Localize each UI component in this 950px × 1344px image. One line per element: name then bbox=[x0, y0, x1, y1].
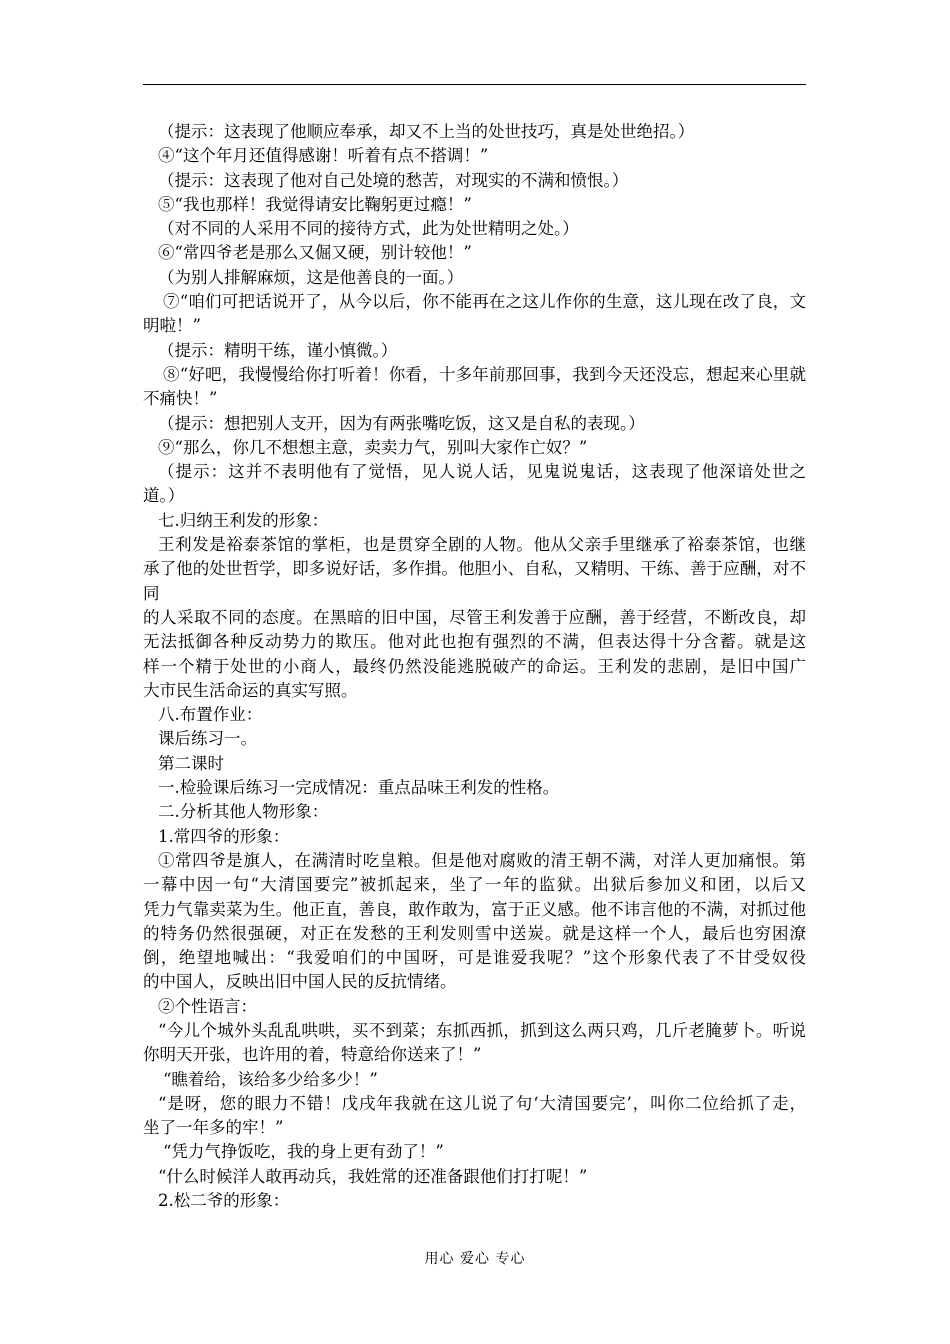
text-line: ⑤“我也那样！我觉得请安比鞠躬更过瘾！” bbox=[158, 194, 472, 214]
text-line: （提示：这并不表明他有了觉悟，见人说人话，见鬼说鬼话，这表现了他深谙处世之 bbox=[158, 462, 806, 482]
section-heading: 八.布置作业： bbox=[158, 705, 263, 725]
text-line: （提示：这表现了他对自己处境的愁苦，对现实的不满和愤恨。） bbox=[158, 170, 629, 190]
text-line: “今儿个城外头乱乱哄哄，买不到菜；东抓西抓，抓到这么两只鸡，几斤老腌萝卜。听说 bbox=[158, 1020, 806, 1040]
document-body bbox=[143, 120, 806, 1213]
text-line: （提示：精明干练，谨小慎微。） bbox=[158, 340, 398, 360]
text-line: 王利发是裕泰茶馆的掌柜，也是贯穿全剧的人物。他从父亲手里继承了裕泰茶馆，也继 bbox=[158, 535, 806, 555]
text-line: 大市民生活命运的真实写照。 bbox=[143, 680, 358, 700]
text-line: （对不同的人采用不同的接待方式，此为处世精明之处。） bbox=[158, 219, 579, 239]
text-line: “是呀，您的眼力不错！戊戌年我就在这儿说了句‘大清国要完’，叫你二位给抓了走， bbox=[158, 1093, 806, 1113]
text-line: 你明天开张，也许用的着，特意给你送来了！” bbox=[143, 1045, 482, 1065]
text-line: ⑦“咱们可把话说开了，从今以后，你不能再在之这儿作你的生意，这儿现在改了良，文 bbox=[163, 292, 806, 312]
text-line: 样一个精于处世的小商人，最终仍然没能逃脱破产的命运。王利发的悲剧，是旧中国广 bbox=[143, 656, 806, 676]
text-line: 的人采取不同的态度。在黑暗的旧中国，尽管王利发善于应酬，善于经营，不断改良，却 bbox=[143, 607, 806, 627]
text-line: 明啦！” bbox=[143, 316, 201, 336]
text-line: （为别人排解麻烦，这是他善良的一面。） bbox=[158, 267, 464, 287]
subsection-heading: 1.常四爷的形象： bbox=[158, 826, 290, 846]
text-line: ④“这个年月还值得感谢！听着有点不搭调！” bbox=[158, 146, 489, 166]
section-heading: 七.归纳王利发的形象： bbox=[158, 510, 329, 530]
text-line: 课后练习一。 bbox=[158, 729, 257, 749]
text-line: ⑨“那么，你几不想想主意，卖卖力气，别叫大家作亡奴？” bbox=[158, 437, 588, 457]
header-rule bbox=[143, 84, 806, 85]
text-line: “凭力气挣饭吃，我的身上更有劲了！” bbox=[163, 1142, 444, 1162]
text-line: 坐了一年多的牢！” bbox=[143, 1118, 284, 1138]
text-line: 不痛快！” bbox=[143, 389, 218, 409]
section-heading: 第二课时 bbox=[158, 753, 224, 773]
text-line: 的中国人，反映出旧中国人民的反抗情绪。 bbox=[143, 972, 457, 992]
text-line: 倒，绝望地喊出：“我爱咱们的中国呀，可是谁爱我呢？”这个形象代表了不甘受奴役 bbox=[143, 948, 806, 968]
section-heading: 一.检验课后练习一完成情况：重点品味王利发的性格。 bbox=[158, 778, 560, 798]
text-line: 无法抵御各种反动势力的欺压。他对此也抱有强烈的不满，但表达得十分含蓄。就是这 bbox=[143, 632, 806, 652]
page-footer: 用心 爱心 专心 bbox=[424, 1251, 526, 1267]
subsection-heading: 2.松二爷的形象： bbox=[158, 1191, 290, 1211]
text-line: “什么时候洋人敢再动兵，我姓常的还准备跟他们打打呢！” bbox=[158, 1166, 588, 1186]
text-line: 的特务仍然很强硬，对正在发愁的王利发则雪中送炭。就是这样一个人，最后也穷困潦 bbox=[143, 923, 806, 943]
text-line: 凭力气靠卖菜为生。他正直，善良，敢作敢为，富于正义感。他不讳言他的不满，对抓过他 bbox=[143, 899, 806, 919]
text-line: ①常四爷是旗人，在满清时吃皇粮。但是他对腐败的清王朝不满，对洋人更加痛恨。第 bbox=[158, 850, 806, 870]
section-heading: 二.分析其他人物形象： bbox=[158, 802, 329, 822]
text-line: 承了他的处世哲学，即多说好话，多作揖。他胆小、自私，又精明、干练、善于应酬，对不同 bbox=[143, 559, 806, 603]
text-line: 道。） bbox=[143, 486, 185, 506]
text-line: （提示：想把别人支开，因为有两张嘴吃饭，这又是自私的表现。） bbox=[158, 413, 645, 433]
subsection-heading: ②个性语言： bbox=[158, 996, 257, 1016]
text-line: “瞧着给，该给多少给多少！” bbox=[163, 1069, 378, 1089]
text-line: 一幕中因一句“大清国要完”被抓起来，坐了一年的监狱。出狱后参加义和团，以后又 bbox=[143, 875, 806, 895]
text-line: （提示：这表现了他顺应奉承，却又不上当的处世技巧，真是处世绝招。） bbox=[158, 122, 695, 141]
text-line: ⑧“好吧，我慢慢给你打听着！你看，十多年前那回事，我到今天还没忘，想起来心里就 bbox=[163, 364, 806, 384]
text-line: ⑥“常四爷老是那么又倔又硬，别计较他！” bbox=[158, 243, 472, 263]
